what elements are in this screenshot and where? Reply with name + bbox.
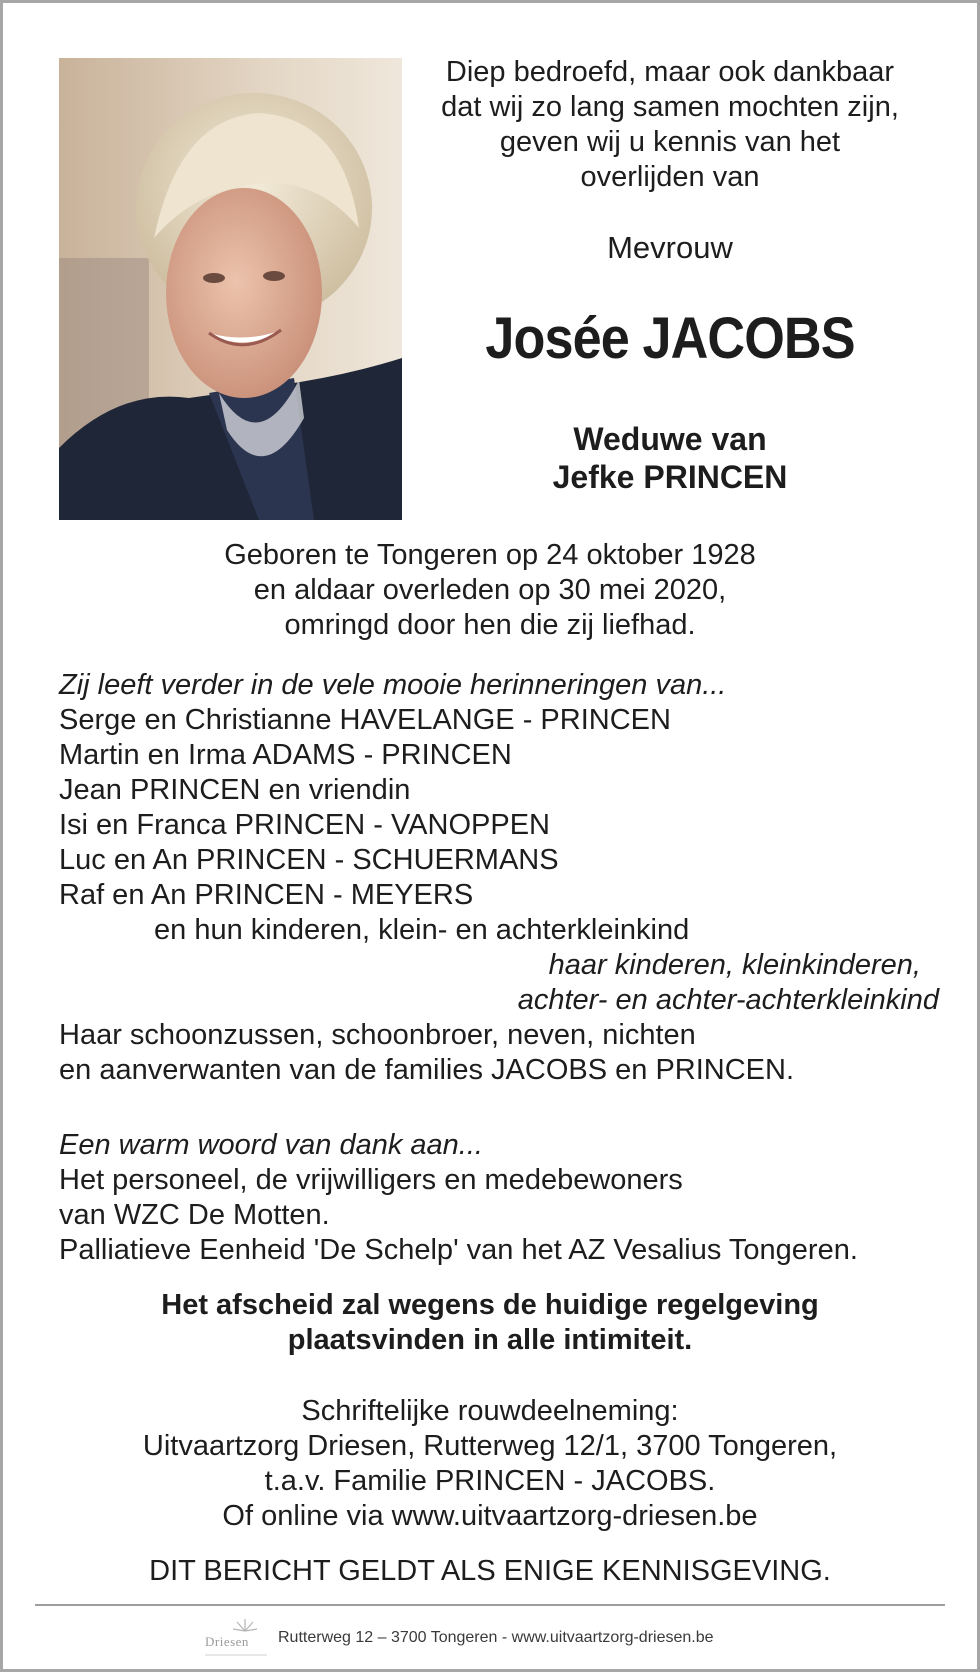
footer — [0, 1615, 980, 1665]
logo-text: Driesen — [205, 1634, 249, 1649]
family-section — [59, 668, 939, 1088]
widow-of — [420, 420, 920, 496]
condolence-info — [0, 1394, 980, 1534]
deceased-name: Josée JACOBS — [485, 306, 855, 371]
farewell-line: plaatsvinden in alle intimiteit. — [287, 1324, 693, 1356]
family-member: Raf en An PRINCEN - MEYERS — [59, 879, 474, 911]
family-member: Luc en An PRINCEN - SCHUERMANS — [59, 844, 559, 876]
thanks-line: Palliatieve Eenheid 'De Schelp' van het AZ Vesalius Tongeren. — [59, 1234, 858, 1266]
relatives-line: Haar schoonzussen, schoonbroer, neven, nichten — [59, 1019, 696, 1051]
condolence-line: Of online via www.uitvaartzorg-driesen.be — [222, 1500, 758, 1532]
thanks-section — [59, 1128, 939, 1268]
born-line: en aldaar overleden op 30 mei 2020, — [253, 574, 727, 606]
portrait-photo-icon — [59, 58, 402, 520]
thanks-heading: Een warm woord van dank aan... — [59, 1129, 483, 1161]
family-member: Jean PRINCEN en vriendin — [59, 774, 411, 806]
descendants-line: haar kinderen, kleinkinderen, — [548, 949, 921, 981]
children-line: en hun kinderen, klein- en achterkleinkind — [154, 914, 690, 946]
footer-address: Rutterweg 12 – 3700 Tongeren - www.uitvaartzorg-driesen.be — [278, 1629, 714, 1646]
born-line: Geboren te Tongeren op 24 oktober 1928 — [224, 539, 756, 571]
intro-line: Diep bedroefd, maar ook dankbaar — [445, 56, 895, 88]
thanks-line: van WZC De Motten. — [59, 1199, 330, 1231]
family-member: Isi en Franca PRINCEN - VANOPPEN — [59, 809, 550, 841]
relatives-line: en aanverwanten van de families JACOBS en PRINCEN. — [59, 1054, 795, 1086]
driesen-logo — [205, 1615, 267, 1661]
condolence-line: t.a.v. Familie PRINCEN - JACOBS. — [264, 1465, 716, 1497]
farewell-line: Het afscheid zal wegens de huidige regelgeving — [161, 1289, 819, 1321]
intro-text — [420, 55, 920, 195]
thanks-line: Het personeel, de vrijwilligers en medebewoners — [59, 1164, 683, 1196]
farewell-notice — [0, 1288, 980, 1358]
footer-divider — [35, 1604, 945, 1606]
intro-line: dat wij zo lang samen mochten zijn, — [441, 91, 899, 123]
widow-label: Weduwe van — [573, 421, 767, 457]
descendants-line: achter- en achter-achterkleinkind — [517, 984, 939, 1016]
sole-notice: DIT BERICHT GELDT ALS ENIGE KENNISGEVING. — [149, 1555, 831, 1587]
family-member: Martin en Irma ADAMS - PRINCEN — [59, 739, 512, 771]
condolence-line: Uitvaartzorg Driesen, Rutterweg 12/1, 3700 Tongeren, — [142, 1430, 838, 1462]
portrait-photo — [59, 58, 402, 520]
family-heading: Zij leeft verder in de vele mooie herinneringen van... — [59, 669, 727, 701]
born-line: omringd door hen die zij liefhad. — [284, 609, 696, 641]
intro-line: geven wij u kennis van het — [499, 126, 841, 158]
intro-line: overlijden van — [580, 161, 760, 193]
birth-death-text — [0, 538, 980, 643]
honorific-title: Mevrouw — [607, 230, 733, 265]
spouse-name: Jefke PRINCEN — [552, 459, 788, 495]
condolence-line: Schriftelijke rouwdeelneming: — [301, 1395, 679, 1427]
family-member: Serge en Christianne HAVELANGE - PRINCEN — [59, 704, 671, 736]
